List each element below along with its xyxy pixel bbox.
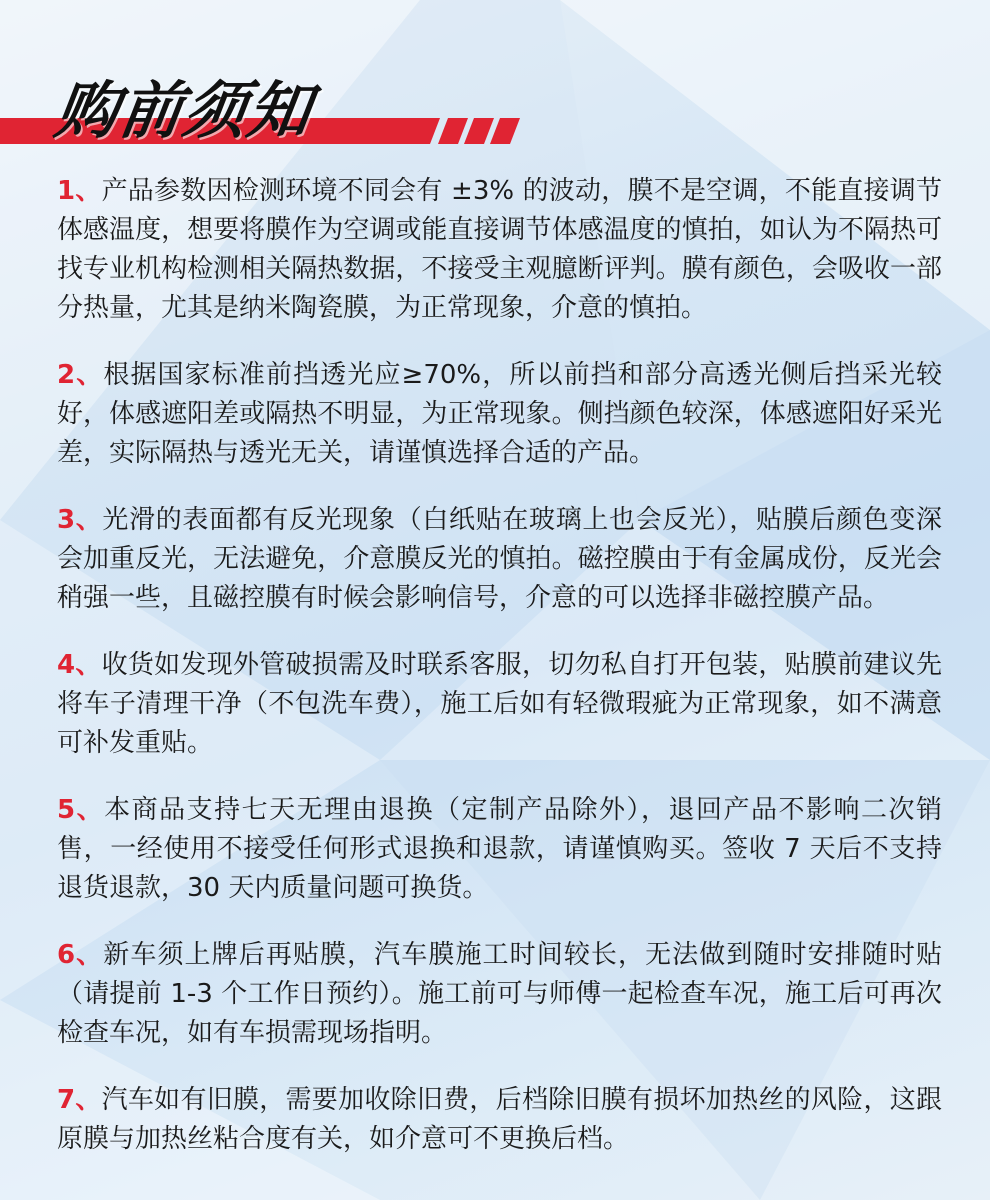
notice-text: 本商品支持七天无理由退换（定制产品除外），退回产品不影响二次销售，一经使用不接受任何形式退换和退款，请谨慎购买。签收 7 天后不支持退货退款，30 天内质量问题可换货。: [57, 795, 942, 903]
notice-item-4: [57, 646, 942, 763]
notice-item-6: [57, 936, 942, 1053]
notice-number: 5、: [57, 795, 105, 825]
notice-number: 6、: [57, 940, 104, 970]
notice-text: 光滑的表面都有反光现象（白纸贴在玻璃上也会反光），贴膜后颜色变深会加重反光，无法避免，介意膜反光的慎拍。磁控膜由于有金属成份，反光会稍强一些，且磁控膜有时候会影响信号，介意的可以选择非磁控膜产品。: [57, 505, 942, 613]
notice-number: 3、: [57, 505, 103, 535]
notice-text: 根据国家标准前挡透光应≥70%，所以前挡和部分高透光侧后挡采光较好，体感遮阳差或隔热不明显，为正常现象。侧挡颜色较深，体感遮阳好采光差，实际隔热与透光无关，请谨慎选择合适的产品。: [57, 360, 943, 468]
notice-list: [57, 172, 942, 1187]
notice-item-7: [57, 1081, 942, 1159]
notice-item-3: [57, 501, 942, 618]
notice-item-5: [57, 791, 942, 908]
page-title: 购前须知: [50, 74, 318, 147]
notice-text: 收货如发现外管破损需及时联系客服，切勿私自打开包装，贴膜前建议先将车子清理干净（不包洗车费），施工后如有轻微瑕疵为正常现象，如不满意可补发重贴。: [57, 650, 942, 758]
notice-item-1: [57, 172, 942, 328]
notice-number: 1、: [57, 176, 102, 206]
notice-number: 4、: [57, 650, 102, 680]
notice-number: 2、: [57, 360, 104, 390]
notice-item-2: [57, 356, 942, 473]
notice-number: 7、: [57, 1085, 102, 1115]
notice-text: 新车须上牌后再贴膜，汽车膜施工时间较长，无法做到随时安排随时贴（请提前 1-3 个工作日预约）。施工前可与师傅一起检查车况，施工后可再次检查车况，如有车损需现场指明。: [57, 940, 942, 1048]
notice-text: 产品参数因检测环境不同会有 ±3% 的波动，膜不是空调，不能直接调节体感温度，想要将膜作为空调或能直接调节体感温度的慎拍，如认为不隔热可找专业机构检测相关隔热数据，不接受主观臆断评判。膜有颜色，会吸收一部分热量，尤其是纳米陶瓷膜，为正常现象，介意的慎拍。: [57, 176, 943, 323]
notice-text: 汽车如有旧膜，需要加收除旧费，后档除旧膜有损坏加热丝的风险，这跟原膜与加热丝粘合度有关，如介意可不更换后档。: [57, 1085, 942, 1154]
